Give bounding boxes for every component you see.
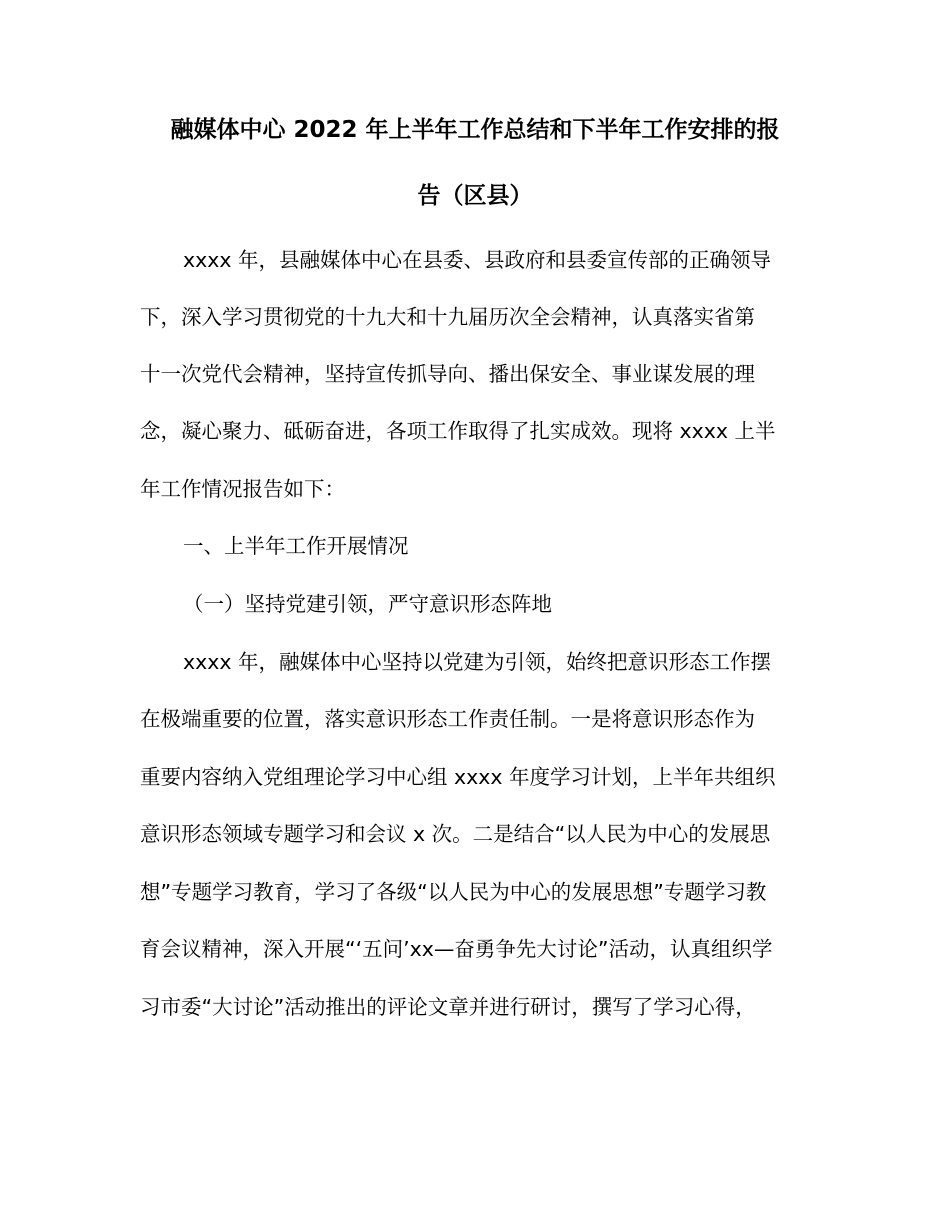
paragraph-line: 习市委“大讨论”活动推出的评论文章并进行研讨，撰写了学习心得， [140, 995, 756, 1019]
paragraph-line: 意识形态领域专题学习和会议 x 次。二是结合“以人民为中心的发展思 [140, 822, 771, 846]
subsection-heading: （一）坚持党建引领，严守意识形态阵地 [183, 592, 552, 616]
paragraph-line: xxxx 年，县融媒体中心在县委、县政府和县委宣传部的正确领导 [183, 248, 772, 272]
paragraph-line: 下，深入学习贯彻党的十九大和十九届历次全会精神，认真落实省第 [140, 305, 755, 329]
paragraph-line: 在极端重要的位置，落实意识形态工作责任制。一是将意识形态作为 [140, 707, 755, 731]
document-title-line-2: 告（区县） [417, 183, 533, 209]
document-title-line-1: 融媒体中心 2022 年上半年工作总结和下半年工作安排的报 [170, 117, 780, 143]
paragraph-line: xxxx 年，融媒体中心坚持以党建为引领，始终把意识形态工作摆 [183, 650, 772, 674]
paragraph-line: 重要内容纳入党组理论学习中心组 xxxx 年度学习计划，上半年共组织 [140, 765, 776, 789]
section-heading: 一、上半年工作开展情况 [183, 534, 409, 558]
paragraph-line: 想”专题学习教育，学习了各级“以人民为中心的发展思想”专题学习教 [140, 880, 767, 904]
paragraph-line: 年工作情况报告如下： [140, 477, 345, 501]
paragraph-line: 十一次党代会精神，坚持宣传抓导向、播出保安全、事业谋发展的理 [140, 362, 755, 386]
paragraph-line: 育会议精神，深入开展“‘五问’xx—奋勇争先大讨论”活动，认真组织学 [140, 937, 773, 961]
paragraph-line: 念，凝心聚力、砥砺奋进，各项工作取得了扎实成效。现将 xxxx 上半 [140, 419, 776, 443]
